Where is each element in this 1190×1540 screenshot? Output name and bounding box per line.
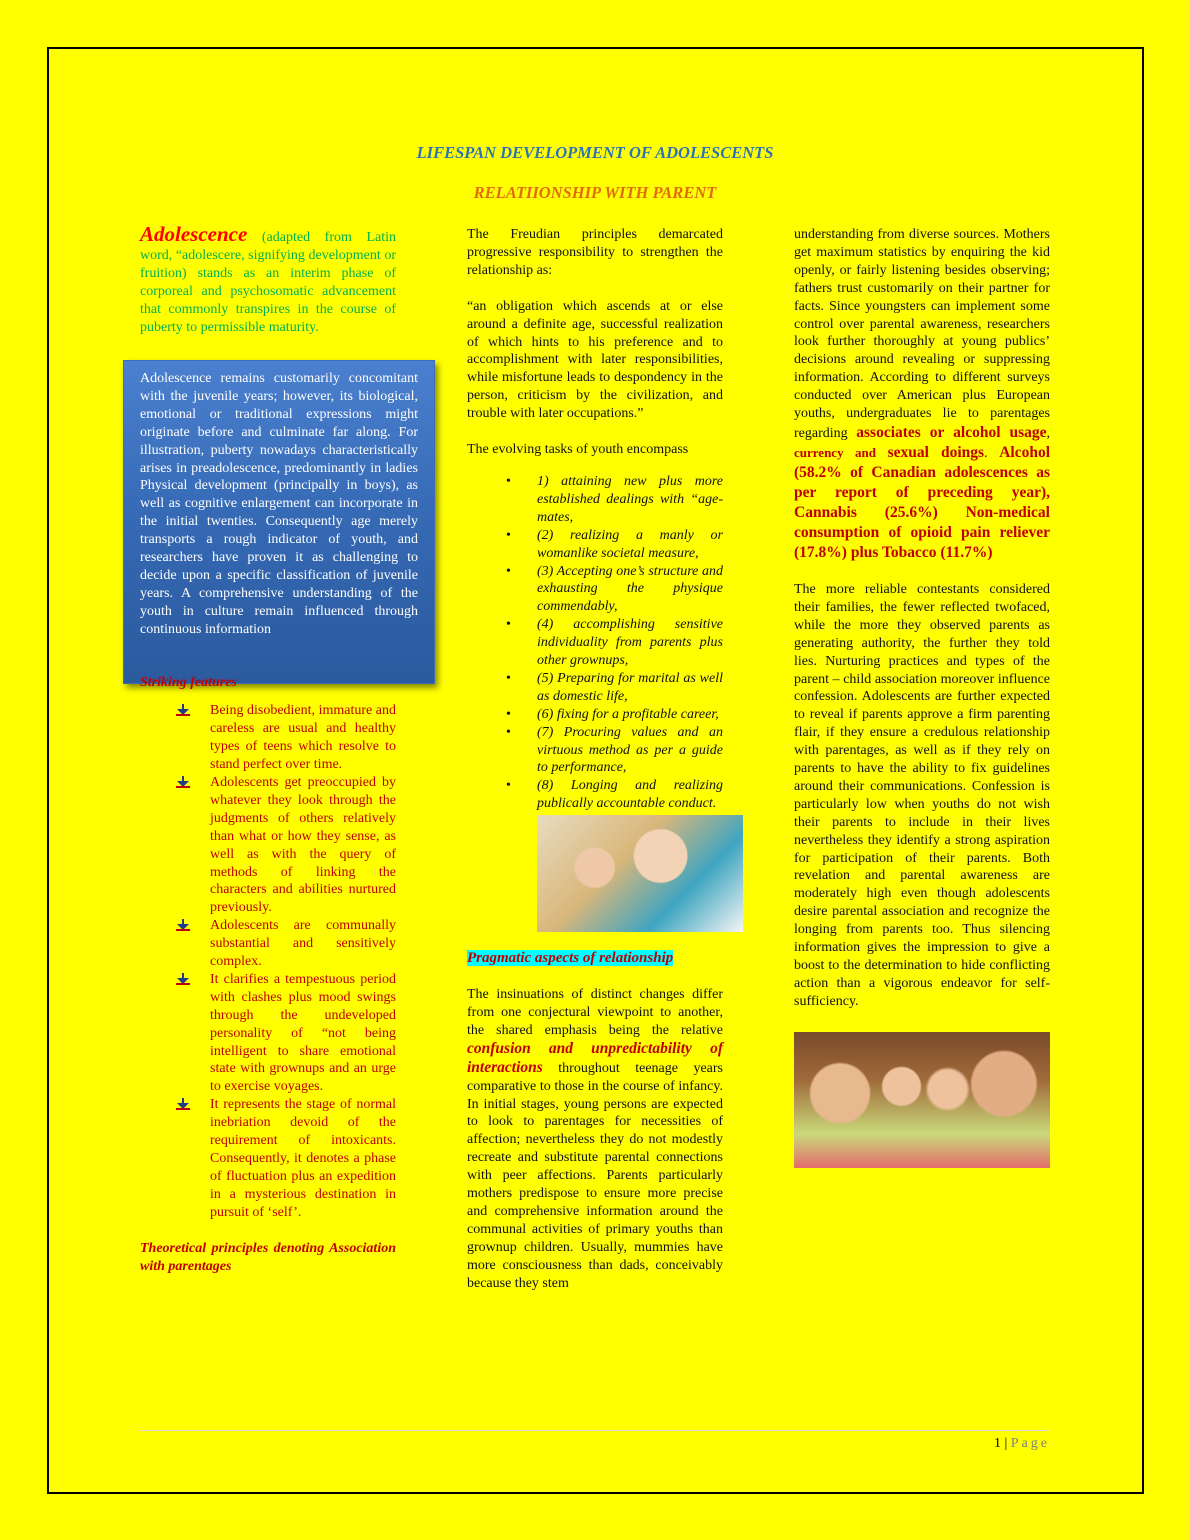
arrow-bullet-icon [176, 704, 190, 716]
feature-item [210, 774, 396, 917]
document-subtitle: RELATIIONSHIP WITH PARENT [473, 183, 717, 202]
bullet-icon: • [506, 473, 511, 489]
features-list [140, 702, 396, 1221]
bullet-icon: • [506, 778, 511, 794]
freudian-paragraph: The Freudian principles demarcated progressive responsibility to strengthen the relationship as: [467, 227, 723, 278]
pragmatic-text-a: The insinuations of distinct changes differ from one conjectural viewpoint to another, the shared emphasis being the relative [467, 987, 723, 1038]
mother-daughter-photo [537, 815, 743, 932]
arrow-bullet-icon [176, 776, 190, 788]
task-text: (3) Accepting one’s structure and exhausting the physique commendably, [537, 563, 723, 615]
period: . [984, 445, 988, 461]
task-text: (2) realizing a manly or womanlike societal measure, [537, 527, 723, 561]
page-footer [994, 1435, 1050, 1453]
callout-box: Adolescence remains customarily concomitant with the juvenile years; however, its biological, emotional or traditional expressions might originate before and culminate far along. For illustration, puberty nowadays characteristically arises in preadolescence, predominantly in ladies Physical development (principally in boys), as well as cognitive enlargement can incorporate in the initial twenties. Consequently age merely transports a rough indicator of youth, and researchers have proven it as challenging to decide upon a specific classification of juvenile years. A comprehensive understanding of the youth in culture remain influenced through continuous information [123, 360, 435, 684]
task-text: (6) fixing for a profitable career, [537, 706, 719, 722]
arrow-bullet-icon [176, 1098, 190, 1110]
footer-separator: | [1000, 1436, 1011, 1451]
task-text: (4) accomplishing sensitive individuality from parents plus other grownups, [537, 617, 723, 669]
task-item [506, 473, 723, 527]
task-text: 1) attaining new plus more established dealings with “age-mates, [537, 473, 723, 525]
task-text: (7) Procuring values and an virtuous method as per a guide to performance, [537, 724, 723, 776]
column-3 [794, 226, 1050, 1168]
emphasis-currency: currency and [794, 444, 876, 460]
column-2 [467, 226, 723, 1293]
pragmatic-paragraph [467, 986, 723, 1292]
feature-item [210, 1096, 396, 1221]
freud-quote: “an obligation which ascends at or else around a definite age, successful realization of which hints to his preference and to accomplishment with later responsibilities, while misfortune leads to despondency in the person, criticism by the civilization, and trouble with later occupations.” [467, 298, 723, 422]
disclosure-text: understanding from diverse sources. Mothers get maximum statistics by enquiring the kid openly, or fairly listening besides observing; fathers trust customarily on their partner for facts. Since youngsters can implement some control over parental awareness, researchers look further thoroughly at young publics’ decisions around revealing or suppressing information. According to different surveys conducted over American plus European youths, undergraduates lie to parentages regarding [794, 227, 1050, 441]
bullet-icon: • [506, 563, 511, 579]
feature-text: It clarifies a tempestuous period with clashes plus mood swings through the undeveloped personality of “not being intelligent to share emotional state with grownups and an urge to exercise voyages. [210, 971, 396, 1095]
disclosure-paragraph [794, 226, 1050, 563]
tasks-intro: The evolving tasks of youth encompass [467, 442, 689, 458]
bullet-icon: • [506, 617, 511, 633]
bullet-icon: • [506, 706, 511, 722]
pragmatic-heading: Pragmatic aspects of relationship [467, 950, 674, 967]
pragmatic-text-b: throughout teenage years comparative to those in the course of infancy. In initial stages, young persons are expected to look to parentages for necessities of affection; nevertheless they do not modestly recreate and substitute parental connections with peer affections. Parents particularly mothers predispose to ensure more precise and comprehensive information around the communal activities of primary youths than grownup children. Usually, mummies have more consciousness than dads, conceivably because they stem [467, 1060, 724, 1291]
arrow-bullet-icon [176, 919, 190, 931]
substance-stats: Alcohol (58.2% of Canadian adolescences as per report of preceding year), Cannabis (25.6%) Non-medical consumption of opioid pain reliever (17.8%) plus Tobacco (11.7%) [794, 443, 1051, 561]
task-item [506, 724, 723, 778]
emphasis-sexual: sexual doings [887, 443, 985, 461]
task-item [506, 706, 723, 724]
task-text: (5) Preparing for marital as well as domestic life, [537, 670, 723, 704]
bullet-icon: • [506, 670, 511, 686]
feature-text: It represents the stage of normal inebriation devoid of the requirement of intoxicants. Consequently, it denotes a phase of fluctuation plus an expedition in a mysterious destination in pursuit of ‘self’. [210, 1097, 396, 1220]
lead-word: Adolescence [140, 222, 248, 246]
feature-text: Adolescents get preoccupied by whatever they look through the judgments of others relatively than what or how they sense, as well as with the query of methods of linking the characters and abilities nurtured previously. [210, 774, 396, 916]
feature-text: Adolescents are communally substantial and sensitively complex. [210, 918, 396, 970]
comma: , [1046, 425, 1051, 441]
task-item [506, 616, 723, 670]
task-text: (8) Longing and realizing publically accountable conduct. [537, 778, 723, 812]
task-item [506, 527, 723, 563]
document-title: LIFESPAN DEVELOPMENT OF ADOLESCENTS [416, 143, 774, 162]
theory-heading: Theoretical principles denoting Association with parentages [140, 1240, 396, 1274]
pragmatic-emphasis: confusion and unpredictability of interactions [467, 1039, 723, 1076]
bullet-icon: • [506, 724, 511, 740]
feature-item [210, 917, 396, 971]
intro-text: (adapted from Latin word, “adolescere, signifying development or fruition) stands as an interim phase of corporeal and psychosomatic advancement that commonly transpires in the course of puberty to permissible maturity. [140, 230, 397, 335]
intro-paragraph [140, 222, 397, 336]
task-item [506, 777, 723, 813]
feature-item [210, 702, 396, 774]
emphasis-associates: associates or alcohol usage [856, 423, 1047, 441]
page-label: Page [1010, 1436, 1050, 1451]
page-number: 1 [993, 1436, 1001, 1451]
task-item [506, 670, 723, 706]
family-photo [794, 1032, 1050, 1168]
tasks-list [467, 473, 723, 813]
bullet-icon: • [506, 527, 511, 543]
striking-features-heading: Striking features [140, 675, 237, 691]
reliability-paragraph: The more reliable contestants considered their families, the fewer reflected twofaced, while the more they observed parents as generating authority, the further they told lies. Nurturing practices and types of the parent – child association moreover influence confession. Adolescents are further expected to reveal if parents approve a firm parenting flair, if they ensure a credulous relationship with parentages, as well as if they rely on parents to have the ability to fix guidelines around their communications. Confession is particularly low when youths do not wish their parents to include in their lives nevertheless they identify a strong aspiration for participation of their parents. Both revelation and parental awareness are moderately high even though adolescents desire parental association and recognize the longing from parents too. Thus silencing information gives the impression to give a boost to the determination to hide conflicting action than a vigorous endeavor for self-sufficiency. [794, 581, 1050, 1009]
feature-text: Being disobedient, immature and careless are usual and healthy types of teens which resolve to stand perfect over time. [210, 703, 396, 773]
feature-item [210, 971, 396, 1096]
footer-divider [140, 1430, 1050, 1431]
task-item [506, 563, 723, 617]
arrow-bullet-icon [176, 973, 190, 985]
